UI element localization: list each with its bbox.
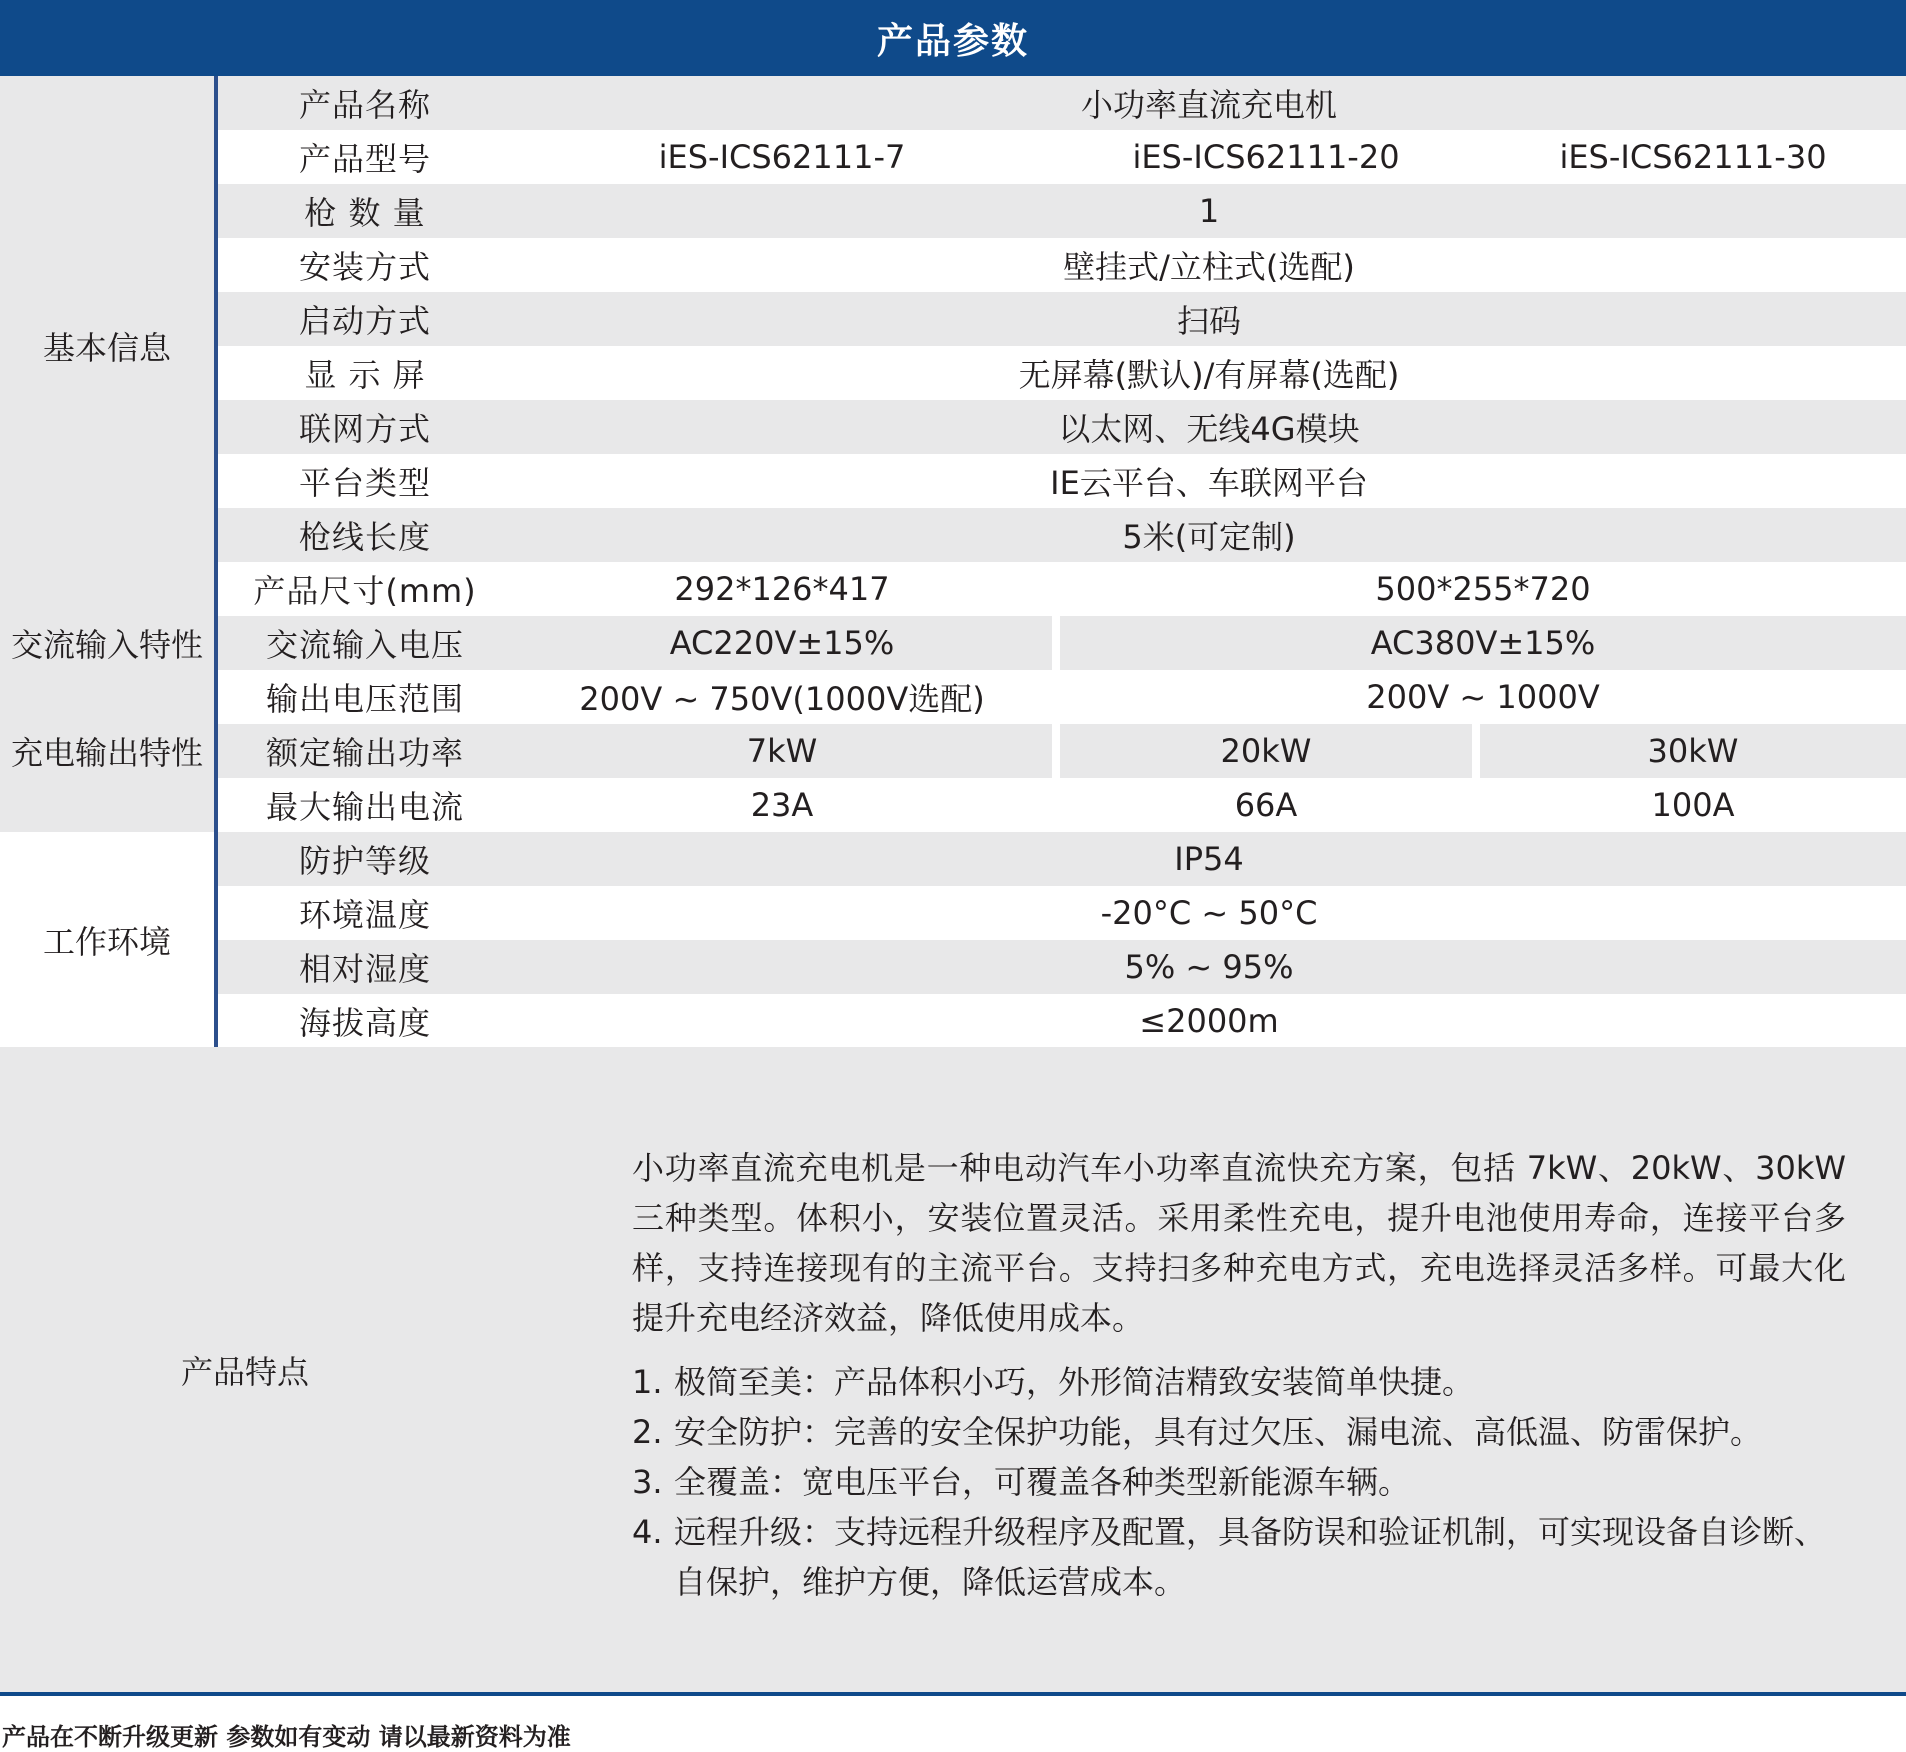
- feature-text: 全覆盖：宽电压平台，可覆盖各种类型新能源车辆。: [674, 1463, 1411, 1501]
- value-network: 以太网、无线4G模块: [512, 400, 1906, 454]
- value-model-30: iES-ICS62111-30: [1480, 130, 1906, 184]
- label-install: 安装方式: [218, 238, 512, 292]
- value-protection: IP54: [512, 832, 1906, 886]
- features-list: [632, 1357, 1846, 1607]
- value-model-7: iES-ICS62111-7: [512, 130, 1052, 184]
- value-power-7: 7kW: [512, 724, 1052, 778]
- features-section: [0, 1047, 1906, 1692]
- value-current-30: 100A: [1480, 778, 1906, 832]
- value-output-voltage-small: 200V ~ 750V(1000V选配): [512, 670, 1052, 724]
- value-power-30: 30kW: [1480, 724, 1906, 778]
- label-product-name: 产品名称: [218, 76, 512, 130]
- label-model: 产品型号: [218, 130, 512, 184]
- label-output-voltage: 输出电压范围: [218, 670, 512, 724]
- value-current-20: 66A: [1060, 778, 1472, 832]
- label-network: 联网方式: [218, 400, 512, 454]
- spec-table: [0, 76, 1906, 1047]
- feature-number: 2.: [632, 1413, 663, 1451]
- cell-gap: [1472, 778, 1480, 832]
- value-output-voltage-large: 200V ~ 1000V: [1060, 670, 1906, 724]
- value-display: 无屏幕(默认)/有屏幕(选配): [512, 346, 1906, 400]
- group-basic-info: 基本信息: [0, 76, 214, 616]
- label-start: 启动方式: [218, 292, 512, 346]
- value-start: 扫码: [512, 292, 1906, 346]
- feature-number: 1.: [632, 1363, 663, 1401]
- feature-item: [632, 1457, 1846, 1507]
- features-label: 产品特点: [180, 1352, 309, 1391]
- footer-divider: [0, 1692, 1906, 1696]
- label-size: 产品尺寸(mm): [218, 562, 512, 616]
- value-size-small: 292*126*417: [512, 562, 1052, 616]
- group-charge-output: 充电输出特性: [0, 670, 214, 832]
- value-model-20: iES-ICS62111-20: [1060, 130, 1472, 184]
- cell-gap: [1052, 724, 1060, 778]
- label-cable-length: 枪线长度: [218, 508, 512, 562]
- value-install: 壁挂式/立柱式(选配): [512, 238, 1906, 292]
- value-ac-voltage-small: AC220V±15%: [512, 616, 1052, 670]
- cell-gap: [1052, 778, 1060, 832]
- feature-text: 远程升级：支持远程升级程序及配置，具备防误和验证机制，可实现设备自诊断、自保护，维护方便，降低运营成本。: [674, 1513, 1827, 1601]
- cell-gap: [1052, 130, 1060, 184]
- page-header: [0, 0, 1906, 76]
- value-gun-count: 1: [512, 184, 1906, 238]
- feature-number: 4.: [632, 1513, 663, 1551]
- value-temperature: -20°C ~ 50°C: [512, 886, 1906, 940]
- feature-text: 安全防护：完善的安全保护功能，具有过欠压、漏电流、高低温、防雷保护。: [674, 1413, 1763, 1451]
- value-current-7: 23A: [512, 778, 1052, 832]
- feature-number: 3.: [632, 1463, 663, 1501]
- cell-gap: [1052, 616, 1060, 670]
- cell-gap: [1052, 670, 1060, 724]
- label-rated-power: 额定输出功率: [218, 724, 512, 778]
- cell-gap: [1052, 562, 1060, 616]
- label-ac-voltage: 交流输入电压: [218, 616, 512, 670]
- features-body: [632, 1143, 1846, 1607]
- value-product-name: 小功率直流充电机: [512, 76, 1906, 130]
- value-cable-length: 5米(可定制): [512, 508, 1906, 562]
- page-title: 产品参数: [876, 20, 1029, 62]
- value-humidity: 5% ~ 95%: [512, 940, 1906, 994]
- label-temperature: 环境温度: [218, 886, 512, 940]
- feature-item: [632, 1407, 1846, 1457]
- label-max-current: 最大输出电流: [218, 778, 512, 832]
- label-humidity: 相对湿度: [218, 940, 512, 994]
- feature-item: [632, 1357, 1846, 1407]
- value-ac-voltage-large: AC380V±15%: [1060, 616, 1906, 670]
- label-protection: 防护等级: [218, 832, 512, 886]
- label-altitude: 海拔高度: [218, 994, 512, 1048]
- group-environment: 工作环境: [0, 832, 214, 1048]
- group-ac-input: 交流输入特性: [0, 616, 214, 670]
- value-power-20: 20kW: [1060, 724, 1472, 778]
- value-size-large: 500*255*720: [1060, 562, 1906, 616]
- label-gun-count: 枪 数 量: [218, 184, 512, 238]
- features-intro: 小功率直流充电机是一种电动汽车小功率直流快充方案，包括 7kW、20kW、30kW 三种类型。体积小，安装位置灵活。采用柔性充电，提升电池使用寿命，连接平台多样，支持连接现有的主流平台。支持扫多种充电方式，充电选择灵活多样。可最大化提升充电经济效益，降低使用成本。: [632, 1149, 1846, 1337]
- value-platform: IE云平台、车联网平台: [512, 454, 1906, 508]
- value-altitude: ≤2000m: [512, 994, 1906, 1048]
- feature-text: 极简至美：产品体积小巧，外形简洁精致安装简单快捷。: [674, 1363, 1475, 1401]
- cell-gap: [1472, 130, 1480, 184]
- feature-item: [632, 1507, 1846, 1607]
- footer-note: 产品在不断升级更新 参数如有变动 请以最新资料为准: [2, 1723, 571, 1751]
- label-display: 显 示 屏: [218, 346, 512, 400]
- cell-gap: [1472, 724, 1480, 778]
- label-platform: 平台类型: [218, 454, 512, 508]
